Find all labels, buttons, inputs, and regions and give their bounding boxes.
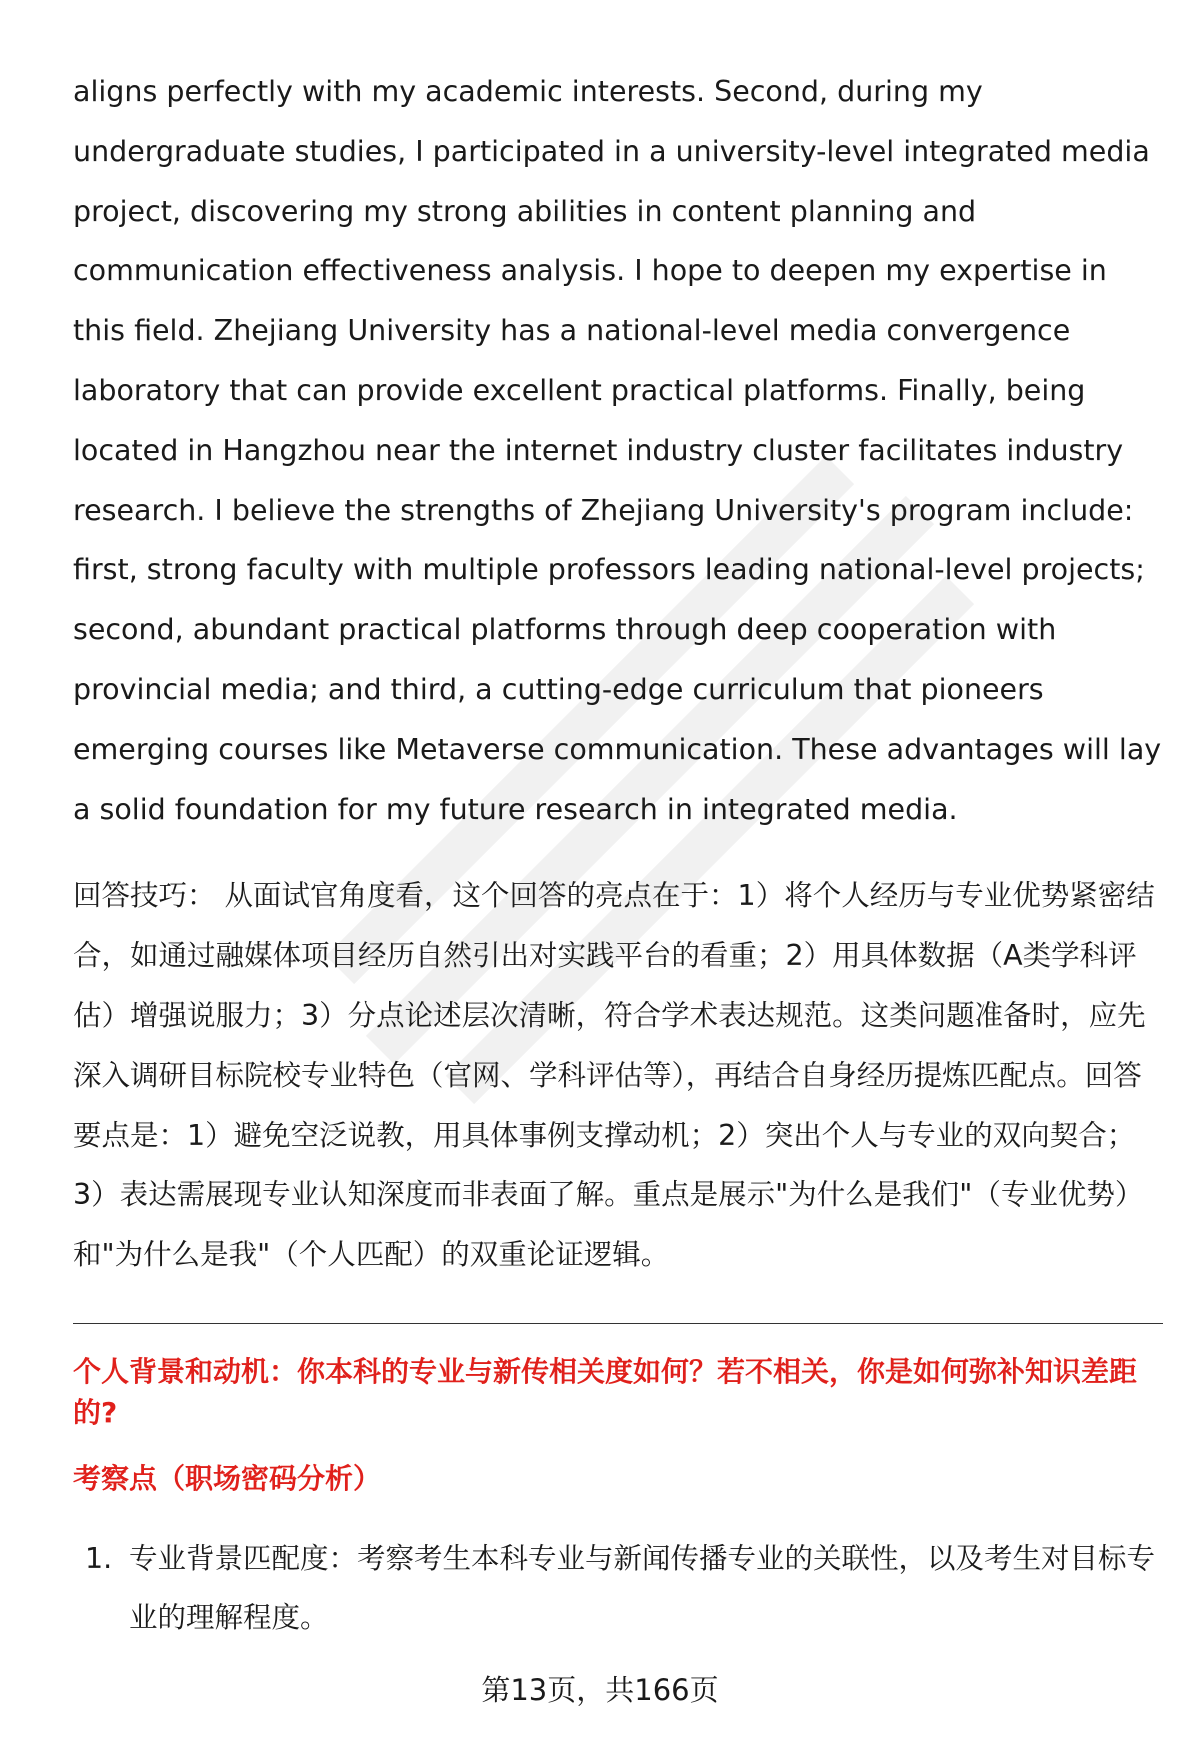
list-item-number: 1. [85, 1541, 113, 1575]
list-item-text: 专业背景匹配度：考察考生本科专业与新闻传播专业的关联性，以及考生对目标专业的理解程度。 [129, 1541, 1156, 1634]
sub-heading: 考察点（职场密码分析） [73, 1461, 382, 1495]
answer-tips-paragraph: 回答技巧： 从面试官角度看，这个回答的亮点在于：1）将个人经历与专业优势紧密结合，如通过融媒体项目经历自然引出对实践平台的看重；2）用具体数据（A类学科评估）增强说服力；3）分点论述层次清晰，符合学术表达规范。这类问题准备时，应先深入调研目标院校专业特色（官网、学科评估等），再结合自身经历提炼匹配点。回答要点是：1）避免空泛说教，用具体事例支撑动机；2）突出个人与专业的双向契合；3）表达需展现专业认知深度而非表面了解。重点是展示"为什么是我们"（专业优势）和"为什么是我"（个人匹配）的双重论证逻辑。 [73, 879, 1155, 1272]
document-body [73, 62, 1163, 1647]
numbered-list [73, 1529, 1163, 1647]
section-divider [73, 1323, 1163, 1324]
list-item [73, 1529, 1163, 1647]
question-heading: 个人背景和动机：你本科的专业与新传相关度如何？若不相关，你是如何弥补知识差距的? [73, 1354, 1138, 1429]
english-answer-paragraph: aligns perfectly with my academic interests. Second, during my undergraduate studies, I participated in a university-level integrated media project, discovering my strong abilities in content planning and communication effectiveness analysis. I hope to deepen my expertise in this field. Zhejiang University has a national-level media convergence laboratory that can provide excellent practical platforms. Finally, being located in Hangzhou near the internet industry cluster facilitates industry research. I believe the strengths of Zhejiang University's program include: first, strong faculty with multiple professors leading national-level projects; second, abundant practical platforms through deep cooperation with provincial media; and third, a cutting-edge curriculum that pioneers emerging courses like Metaverse communication. These advantages will lay a solid foundation for my future research in integrated media. [73, 75, 1162, 826]
page-footer: 第13页，共166页 [481, 1673, 719, 1707]
